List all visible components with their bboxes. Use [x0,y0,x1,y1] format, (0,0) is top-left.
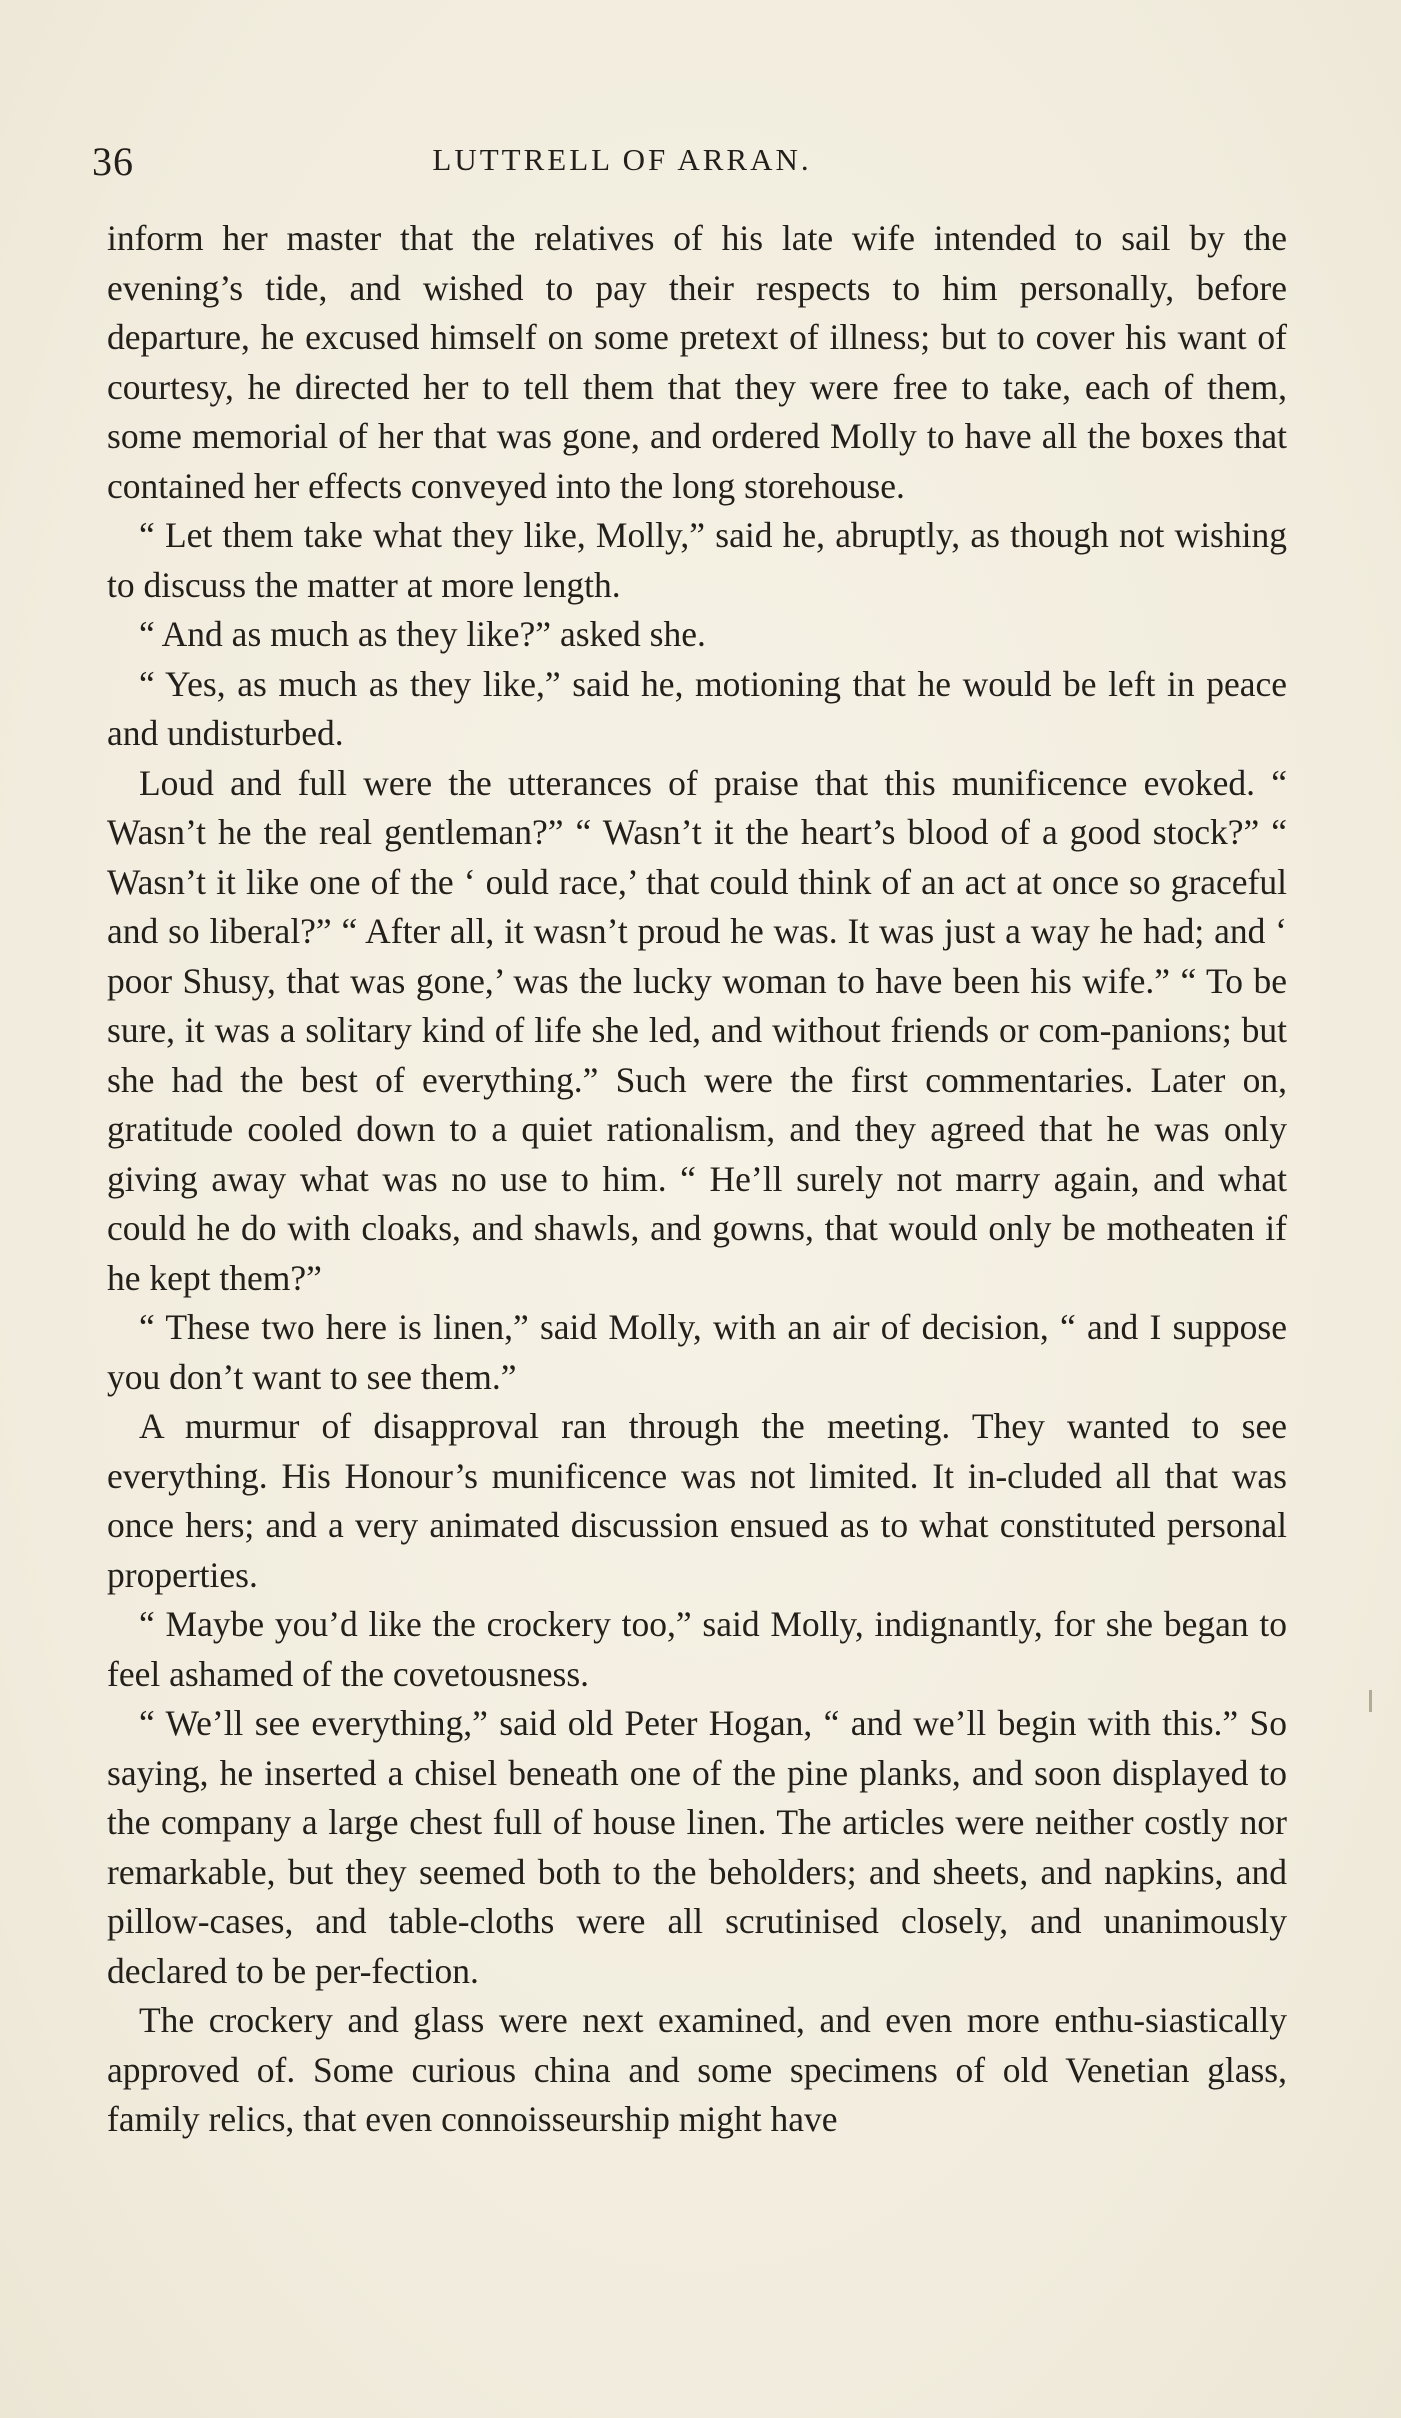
paragraph: “ These two here is linen,” said Molly, with an air of decision, “ and I suppose you don’t want to see them.” [107,1307,1287,1397]
running-header [92,138,1292,188]
paragraph: A murmur of disapproval ran through the meeting. They wanted to see everything. His Honour’s munificence was not limited. It in-cluded all that was once hers; and a very animated discussion ensued as to what constituted personal properties. [107,1406,1287,1595]
paragraph: “ Yes, as much as they like,” said he, motioning that he would be left in peace and undisturbed. [107,663,1287,753]
body-text [107,214,1287,2145]
paragraph: Loud and full were the utterances of praise that this munificence evoked. “ Wasn’t he the real gentleman?” “ Wasn’t it the heart’s blood of a good stock?” “ Wasn’t it like one of the ‘ ould race,’ that could think of an act at once so graceful and so liberal?” “ After all, it wasn’t proud he was. It was just a way he had; and ‘ poor Shusy, that was gone,’ was the lucky woman to have been his wife.” “ To be sure, it was a solitary kind of life she led, and without friends or com-panions; but she had the best of everything.” Such were the first commentaries. Later on, gratitude cooled down to a quiet rationalism, and they agreed that he was only giving away what was no use to him. “ He’ll surely not marry again, and what could he do with cloaks, and shawls, and gowns, that would only be motheaten if he kept them?” [107,762,1287,1298]
paragraph: inform her master that the relatives of his late wife intended to sail by the evening’s tide, and wished to pay their respects to him personally, before departure, he excused himself on some pretext of illness; but to cover his want of courtesy, he directed her to tell them that they were free to take, each of them, some memorial of her that was gone, and ordered Molly to have all the boxes that contained her effects conveyed into the long storehouse. [107,218,1287,506]
running-title: LUTTRELL OF ARRAN. [432,142,812,177]
paragraph: “ Maybe you’d like the crockery too,” said Molly, indignantly, for she began to feel ashamed of the covetousness. [107,1604,1287,1694]
paragraph: “ We’ll see everything,” said old Peter Hogan, “ and we’ll begin with this.” So saying, he inserted a chisel beneath one of the pine planks, and soon displayed to the company a large chest full of house linen. The articles were neither costly nor remarkable, but they seemed both to the beholders; and sheets, and napkins, and pillow-cases, and table-cloths were all scrutinised closely, and unanimously declared to be per-fection. [107,1703,1287,1991]
page-number: 36 [92,139,134,184]
margin-mark [1369,1690,1372,1712]
paragraph: The crockery and glass were next examined, and even more enthu-siastically approved of. Some curious china and some specimens of old Venetian glass, family relics, that even connoisseurship might have [107,2000,1287,2139]
paragraph: “ Let them take what they like, Molly,” said he, abruptly, as though not wishing to discuss the matter at more length. [107,515,1287,605]
paragraph: “ And as much as they like?” asked she. [139,614,706,654]
